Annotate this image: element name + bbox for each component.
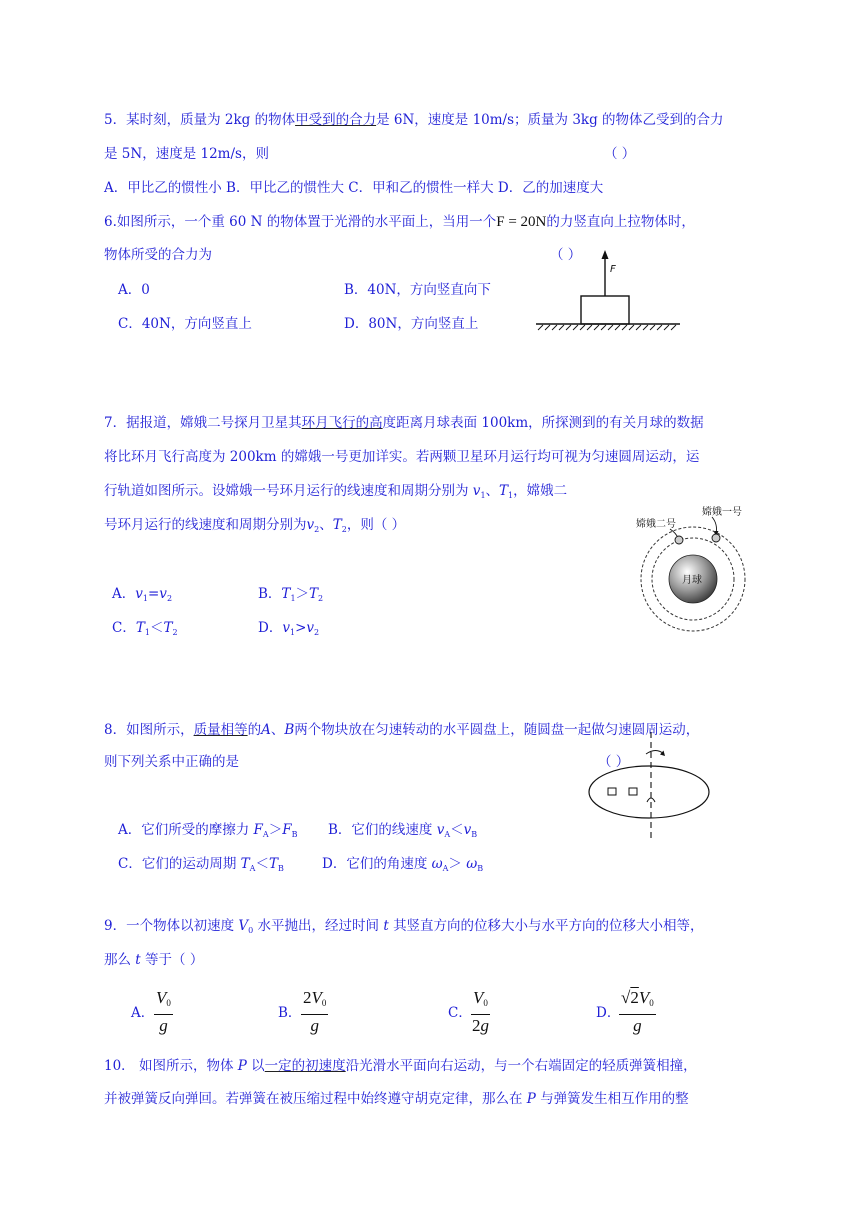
- q7-option-a: A．$v_1=v_2$: [112, 586, 173, 603]
- q7-option-c: C．$T_1<T_2$: [112, 620, 178, 637]
- q7-line1: 7．据报道，嫦娥二号探月卫星其环月飞行的高度距离月球表面 100km，所探测到的有关月球的数据: [104, 415, 704, 431]
- q6-force-label: F: [610, 264, 616, 275]
- q9-option-b-fraction: $\frac{2V_0}{g}$: [303, 988, 327, 1035]
- q5-line2: 是 5N，速度是 12m/s，则: [104, 146, 269, 162]
- q8-disk-figure: [586, 730, 716, 842]
- q8-option-c: C．它们的运动周期 $T_A<T_B$: [118, 856, 284, 873]
- q5-line1: 5．某时刻，质量为 2kg 的物体甲受到的合力是 6N，速度是 10m/s；质量为 3kg 的物体乙受到的合力: [104, 112, 724, 128]
- q6-formula: F = 20N: [496, 214, 547, 230]
- q7-line3: 行轨道如图所示。设嫦娥一号环月运行的线速度和周期分别为 $v_1$、$T_1$，嫦娥二: [104, 483, 568, 500]
- q10-underlined: 一定的初速度: [264, 1058, 346, 1074]
- q9-option-b-label: B．: [278, 1005, 302, 1021]
- q5-answer-paren: （ ）: [604, 146, 636, 162]
- q7-option-b: B．$T_1>T_2$: [258, 586, 324, 603]
- q7-underlined: 环月飞行的高: [301, 415, 383, 431]
- q7-option-d: D．$v_1>v_2$: [258, 620, 320, 637]
- q7-label-change2: 嫦娥二号: [636, 519, 676, 530]
- q9-option-a-fraction: $\frac{V_0}{g}$: [156, 988, 171, 1035]
- q8-option-d: D．它们的角速度 $\omega_A> \omega_B$: [322, 856, 484, 873]
- q6-option-b: B．40N，方向竖直向下: [344, 282, 491, 298]
- q7-line4: 号环月运行的线速度和周期分别为$v_2$、$T_2$，则（ ）: [104, 517, 406, 534]
- q6-line2: 物体所受的合力为: [104, 247, 212, 263]
- q8-underlined: 质量相等: [193, 722, 248, 738]
- q9-option-d-label: D．: [596, 1005, 621, 1021]
- q8-answer-paren: （ ）: [598, 754, 630, 770]
- q6-option-d: D．80N，方向竖直上: [344, 316, 479, 332]
- q9-line1: 9．一个物体以初速度 $V_0$ 水平抛出，经过时间 t 其竖直方向的位移大小与水平方向的位移大小相等，: [104, 918, 704, 935]
- q6-answer-paren: （ ）: [550, 247, 582, 263]
- q10-line1: 10． 如图所示，物体 P 以一定的初速度沿光滑水平面向右运动，与一个右端固定的轻质弹簧相撞，: [104, 1058, 697, 1074]
- q7-line2: 将比环月飞行高度为 200km 的嫦娥一号更加详实。若两颗卫星环月运行均可视为匀速圆周运动，运: [104, 449, 700, 465]
- q9-option-d-fraction: $\frac{√2V_0}{g}$: [621, 988, 654, 1035]
- q6-option-a: A．0: [118, 282, 150, 298]
- q5-underlined: 甲受到的合力: [295, 112, 377, 128]
- q6-option-c: C．40N，方向竖直上: [118, 316, 252, 332]
- q8-line1: 8．如图所示，质量相等的A、B两个物块放在匀速转动的水平圆盘上，随圆盘一起做匀速圆周运动，: [104, 722, 700, 738]
- q10-line2: 并被弹簧反向弹回。若弹簧在被压缩过程中始终遵守胡克定律，那么在 P 与弹簧发生相互作用的整: [104, 1091, 689, 1107]
- q7-label-change1: 嫦娥一号: [702, 507, 742, 518]
- q9-option-c-fraction: $\frac{V_0}{2g}$: [471, 988, 489, 1035]
- q6-figure: [534, 248, 684, 338]
- q7-orbit-figure: [628, 500, 768, 630]
- q9-line2: 那么 t 等于（ ）: [104, 952, 204, 968]
- q8-option-a: A．它们所受的摩擦力 $F_A>F_B$: [118, 822, 298, 839]
- q8-option-b: B．它们的线速度 $v_A<v_B$: [328, 822, 478, 839]
- q7-label-moon: 月球: [682, 575, 702, 586]
- q9-option-a-label: A．: [131, 1005, 155, 1021]
- q5-options: A．甲比乙的惯性小 B．甲比乙的惯性大 C．甲和乙的惯性一样大 D．乙的加速度大: [104, 180, 604, 196]
- q6-line1: 6.如图所示，一个重 60 N 的物体置于光滑的水平面上，当用一个F = 20N的力竖直向上拉物体时，: [104, 214, 695, 230]
- q8-line2: 则下列关系中正确的是: [104, 754, 239, 770]
- q9-option-c-label: C．: [448, 1005, 472, 1021]
